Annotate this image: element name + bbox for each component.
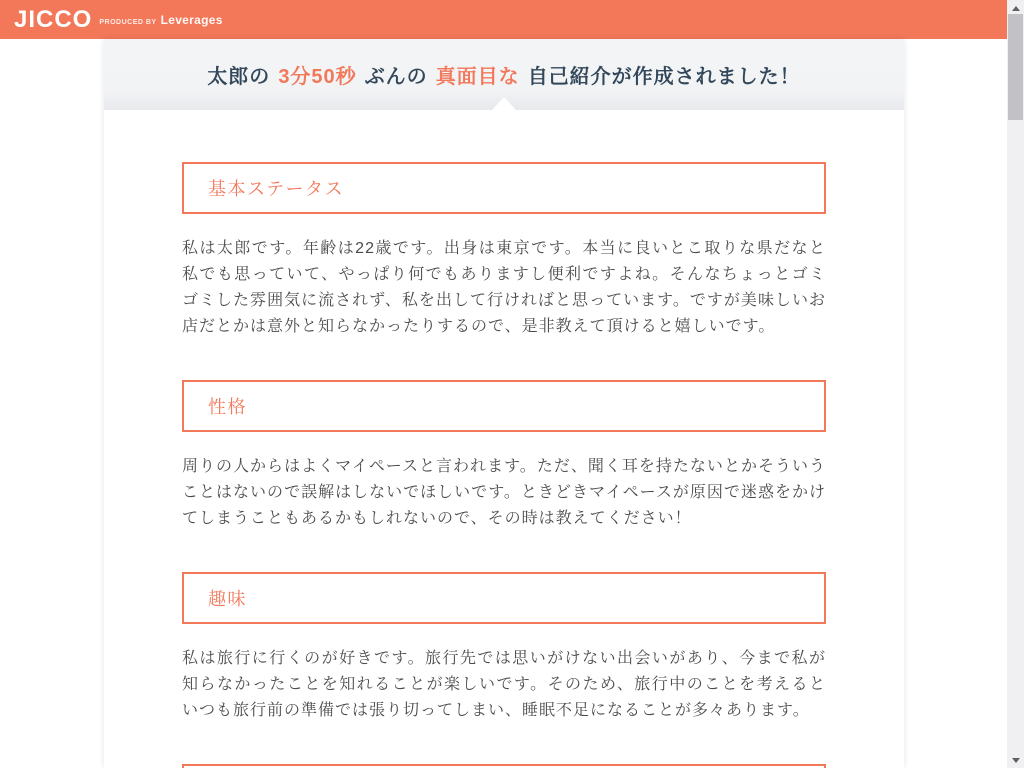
result-banner bbox=[104, 39, 904, 110]
section-heading-box bbox=[182, 572, 826, 624]
scroll-down-icon bbox=[1012, 758, 1020, 763]
scrollbar-thumb[interactable] bbox=[1008, 14, 1023, 120]
section-body: 周りの人からはよくマイペースと言われます。ただ、聞く耳を持たないとかそういうことはないので誤解はしないでほしいです。ときどきマイペースが原因で迷惑をかけてしまうこともあるかもしれないので、その時は教えてください！ bbox=[182, 458, 826, 527]
scroll-up-icon bbox=[1012, 6, 1020, 11]
produced-by bbox=[99, 13, 222, 27]
result-title-tail: 自己紹介が作成されました！ bbox=[527, 66, 801, 88]
section-heading: 性格 bbox=[208, 397, 247, 417]
section-body: 私は旅行に行くのが好きです。旅行先では思いがけない出会いがあり、今まで私が知らなかったことを知れることが楽しいです。そのため、旅行中のことを考えるといつも旅行前の準備では張り切ってしまい、睡眠不足になることが多々あります。 bbox=[182, 650, 826, 719]
section-hobby bbox=[182, 572, 826, 724]
section-body: 私は太郎です。年齢は22歳です。出身は東京です。本当に良いとこ取りな県だなと私でも思っていて、やっぱり何でもありますし便利ですよね。そんなちょっとゴミゴミした雰囲気に流されず、私を出して行ければと思っています。ですが美味しいお店だとかは意外と知らなかったりするので、是非教えて頂けると嬉しいです。 bbox=[182, 240, 826, 335]
section-next-partial bbox=[182, 764, 826, 768]
section-heading-box bbox=[182, 764, 826, 768]
result-title-duration: 3分50秒 bbox=[278, 66, 357, 88]
vertical-scrollbar[interactable] bbox=[1007, 0, 1024, 768]
jicco-logo: JICCO bbox=[14, 5, 93, 33]
leverages-brand-label: Leverages bbox=[160, 12, 223, 27]
result-title-name: 太郎の bbox=[207, 66, 271, 88]
app-header bbox=[0, 0, 1007, 39]
section-basic-status bbox=[182, 162, 826, 340]
section-heading-box bbox=[182, 380, 826, 432]
content-column bbox=[104, 39, 904, 768]
result-title-style: 真面目な bbox=[435, 66, 520, 88]
section-personality bbox=[182, 380, 826, 532]
scroll-down-button[interactable] bbox=[1007, 752, 1024, 768]
result-title bbox=[207, 60, 800, 89]
banner-pointer-icon bbox=[492, 97, 516, 110]
section-heading: 基本ステータス bbox=[208, 179, 345, 199]
produced-by-label: PRODUCED BY bbox=[99, 18, 157, 26]
section-heading: 趣味 bbox=[208, 589, 247, 609]
result-title-connector: ぶんの bbox=[364, 66, 428, 88]
section-heading-box bbox=[182, 162, 826, 214]
sections-container bbox=[182, 110, 826, 768]
